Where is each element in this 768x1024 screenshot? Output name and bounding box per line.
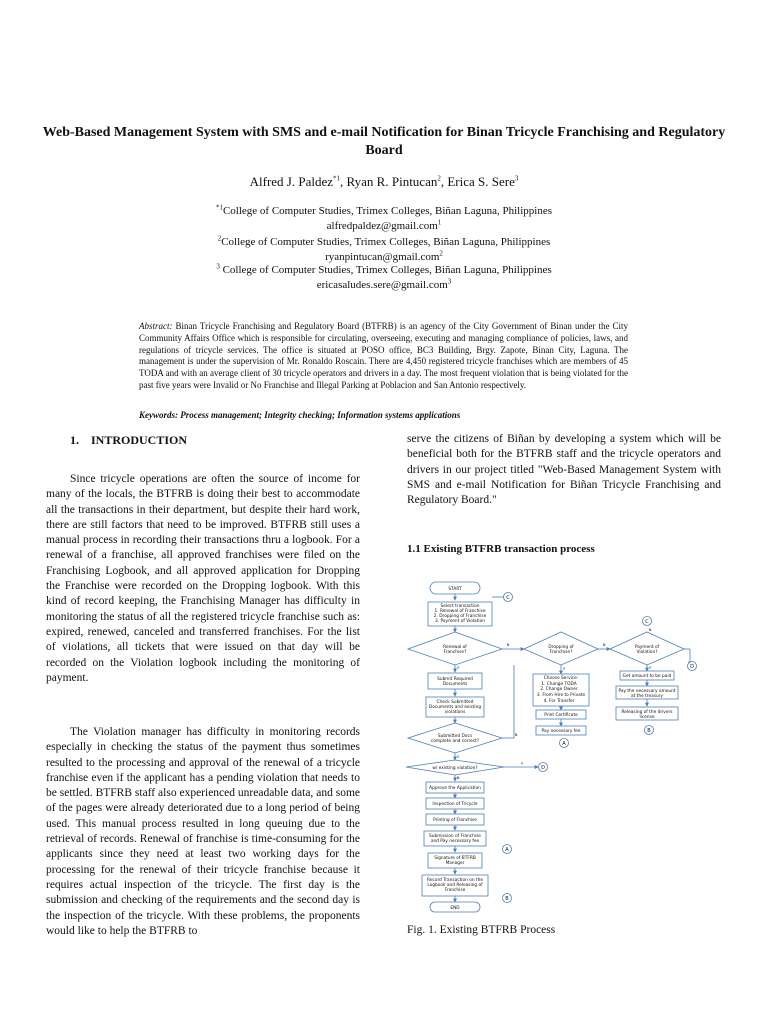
fc-treasury-1: at the treasury xyxy=(630,694,664,699)
fc-label-n3: N xyxy=(648,627,652,632)
fc-submission-0: Submission of Franchise xyxy=(429,834,481,839)
affiliation-3-sup: 3 xyxy=(216,262,220,271)
intro-paragraph-1: Since tricycle operations are often the source of income for many of the locals, the BTFRB is doing their best to accommodate all the transactions in their department, but despite their hard work, there are still factors that need to be improved. BTFRB still uses a manual process in recording their transactions thru a logbook. For a renewal of a franchise, all approved franchises were filed on the Franchising Logbook, and all approved application for Dropping the Franchise were recorded on the Dropping logbook. With this kind of record keeping, the Franchising Manager has difficulty in monitoring the status of all the registered tricycle franchise such as: expired, renewed, canceled and transferred franchises. For the list of violations, all tickets that were issued on that day will be recorded on the Violation logbook including the monitoring of payment. xyxy=(46,473,360,684)
fc-select-1: 1. Renewal of Franchise xyxy=(434,609,486,614)
fc-select-0: Select transaction xyxy=(440,604,480,609)
fc-check-2: violations xyxy=(444,710,466,715)
fc-submit-1: Documents xyxy=(442,682,468,687)
fc-label-n4: N xyxy=(514,732,518,737)
fc-label-y5: Y xyxy=(520,761,524,766)
fc-label-n2: N xyxy=(602,642,606,647)
fc-renewal-1: Franchise? xyxy=(443,650,467,655)
author-2: Ryan R. Pintucan xyxy=(346,174,438,189)
fc-check-1: Documents and existing xyxy=(428,705,482,710)
fc-inspection: Inspection of Tricycle xyxy=(432,802,478,807)
fc-choose-4: 4. For Transfer xyxy=(543,699,575,704)
fc-conn-a2: A xyxy=(505,847,509,853)
affiliation-2 xyxy=(40,235,728,265)
affiliation-1-text: College of Computer Studies, Trimex Colleges, Biñan Laguna, Philippines xyxy=(222,205,553,217)
affiliation-3 xyxy=(40,263,728,293)
abstract xyxy=(139,321,628,392)
fc-treasury-0: Pay the necessary amount xyxy=(618,689,676,694)
fc-dropping-1: Franchise? xyxy=(549,650,573,655)
section-heading-introduction: 1. INTRODUCTION xyxy=(70,433,188,447)
fc-conn-b2: B xyxy=(505,896,509,902)
fc-signature-1: Manager xyxy=(445,861,465,866)
author-3-sup: 3 xyxy=(514,174,519,183)
fc-complete-1: complete and correct? xyxy=(430,739,480,744)
fc-conn-a1: A xyxy=(562,741,566,747)
intro-paragraph-2: The Violation manager has difficulty in monitoring records especially in checking the status of the payment thus sometimes resulted to the processing and approval of the renewal of a tricycle franchise even if the applicant has a pending violation that needs to be settled. BTFRB staff also experienced unreadable data, and some of the pages were already deteriorated due to a long period of being used. This manual process resulted in long queuing due to the retrieval of records. Renewal of franchise is time-consuming for the applicants since they need at least two working days for the processing for the renewal of their tricycle franchise because it requires actual inspection of the tricycle. The first day is the submission and checking of the requirements and the second day is the inspection of the tricycle. With these problems, the proponents would like to help the BTFRB to xyxy=(46,726,360,937)
fc-label-y2: Y xyxy=(562,666,566,671)
affiliation-2-email: ryanpintucan@gmail.com xyxy=(325,251,440,263)
author-list: Alfred J. Paldez$^{*1}$, Ryan R. Pintucan$^2$, Erica S. Sere$^3$ xyxy=(249,174,519,189)
fc-payment-1: Violation? xyxy=(636,650,658,655)
fc-label-y1: Y xyxy=(456,665,460,670)
fc-end: END xyxy=(450,906,460,911)
fc-record-2: Franchise xyxy=(444,888,466,893)
fc-label-y3: Y xyxy=(648,665,652,670)
fc-get-amount: Get amount to be paid xyxy=(622,674,672,679)
abstract-label: Abstract: xyxy=(139,321,173,331)
fc-label-n5: N xyxy=(456,775,460,780)
author-1: Alfred J. Paldez xyxy=(249,174,334,189)
fc-choose-0: Choose Service: xyxy=(543,676,579,681)
fc-approve: Approve the Application xyxy=(429,786,481,791)
affiliation-2-sup: 2 xyxy=(217,234,222,243)
fc-dropping-0: Dropping of xyxy=(548,645,574,650)
fc-choose-2: 2. Change Owner xyxy=(540,687,578,692)
fc-start: START xyxy=(448,587,462,592)
fc-label-n1: N xyxy=(506,642,510,647)
fc-complete-0: Submitted Docs xyxy=(437,734,473,739)
affiliation-2-text: College of Computer Studies, Trimex Colleges, Biñan Laguna, Philippines xyxy=(221,236,551,248)
affiliation-1 xyxy=(40,204,728,234)
affiliation-2-email-sup: 2 xyxy=(439,249,443,258)
fc-renewal-0: Renewal of xyxy=(443,645,467,650)
fc-print-cert: Print Certificate xyxy=(544,713,578,718)
figure-flowchart xyxy=(400,574,710,919)
abstract-text: Binan Tricycle Franchising and Regulatory Board (BTFRB) is an agency of the City Government of Binan under the City Community Affairs Office which is responsible for circulating, overseeing, executing and managing compliance of policies, laws, and regulations of tricycle services. The office is situated at POSO office, BC3 Building, Brgy. Zapote, Binan City, Laguna. The management is under the supervision of Mr. Ronaldo Roscain. There are 4,450 registered tricycle franchises which are members of 45 TODA and with an average client of 30 tricycle operators and drivers in a day. The most frequent violation that is being violated for the past five years were Invalid or No Franchise and Illegal Parking at Poblacion and San Antonio respectively. xyxy=(139,321,628,390)
fc-license-0: Releasing of the drivers xyxy=(621,710,673,715)
author-2-sup: 2 xyxy=(437,174,441,183)
fc-conn-b1: B xyxy=(647,728,651,734)
paper-title: Web-Based Management System with SMS and e-mail Notification for Binan Tricycle Franchising and Regulatory Board xyxy=(42,125,726,158)
flowchart-svg xyxy=(400,574,710,914)
affiliation-1-email: alfredpaldez@gmail.com xyxy=(326,220,438,232)
fc-select-2: 2. Dropping of Franchise xyxy=(433,614,487,619)
affiliation-3-text: College of Computer Studies, Trimex Colleges, Biñan Laguna, Philippines xyxy=(219,264,552,276)
fc-record-1: Logbook and Releasing of xyxy=(427,883,483,888)
fc-conn-c1: C xyxy=(506,595,510,601)
fc-payment-0: Payment of xyxy=(634,645,660,650)
fc-conn-c2: C xyxy=(645,619,649,625)
fc-violation: w/ existing violation? xyxy=(432,766,478,771)
fc-submit-0: Submit Required xyxy=(437,677,473,682)
fc-submission-1: and Pay necessary fee xyxy=(430,839,480,844)
figure-caption: Fig. 1. Existing BTFRB Process xyxy=(407,924,556,936)
author-1-sup: *1 xyxy=(333,174,341,183)
fc-signature-0: Signature of BTFRB xyxy=(434,856,476,861)
keywords: Keywords: Process management; Integrity checking; Information systems applications xyxy=(139,410,461,420)
affiliation-3-email-sup: 3 xyxy=(447,277,452,286)
intro-paragraph-3: serve the citizens of Biñan by developing a system which will be beneficial both for the BTFRB staff and the tricycle operators and drivers in our project titled "Web-Based Management System with SMS and e-mail Notification for Biñan Tricycle Franchising and Regulatory Board." xyxy=(407,433,721,507)
fc-pay-fee: Pay necessary fee xyxy=(541,729,581,734)
fc-label-y4: Y xyxy=(456,754,460,759)
section-heading-existing-process: 1.1 Existing BTFRB transaction process xyxy=(407,543,595,555)
fc-conn-d1: D xyxy=(690,664,694,670)
fc-record-0: Record Transaction on the xyxy=(427,878,483,883)
fc-license-1: license xyxy=(639,715,655,720)
fc-select-3: 3. Payment of Violation xyxy=(435,619,485,624)
affiliation-1-email-sup: 1 xyxy=(437,218,442,227)
fc-choose-3: 3. From Hire to Private xyxy=(536,693,586,698)
author-3: Erica S. Sere xyxy=(447,174,515,189)
affiliation-3-email: ericasaludes.sere@gmail.com xyxy=(316,279,448,291)
fc-printing: Printing of Franchise xyxy=(433,818,477,823)
fc-conn-d2: D xyxy=(541,765,545,771)
fc-choose-1: 1. Change TODA xyxy=(541,682,577,687)
fc-check-0: Check Submitted xyxy=(436,700,474,705)
affiliation-1-sup: *1 xyxy=(215,203,223,212)
